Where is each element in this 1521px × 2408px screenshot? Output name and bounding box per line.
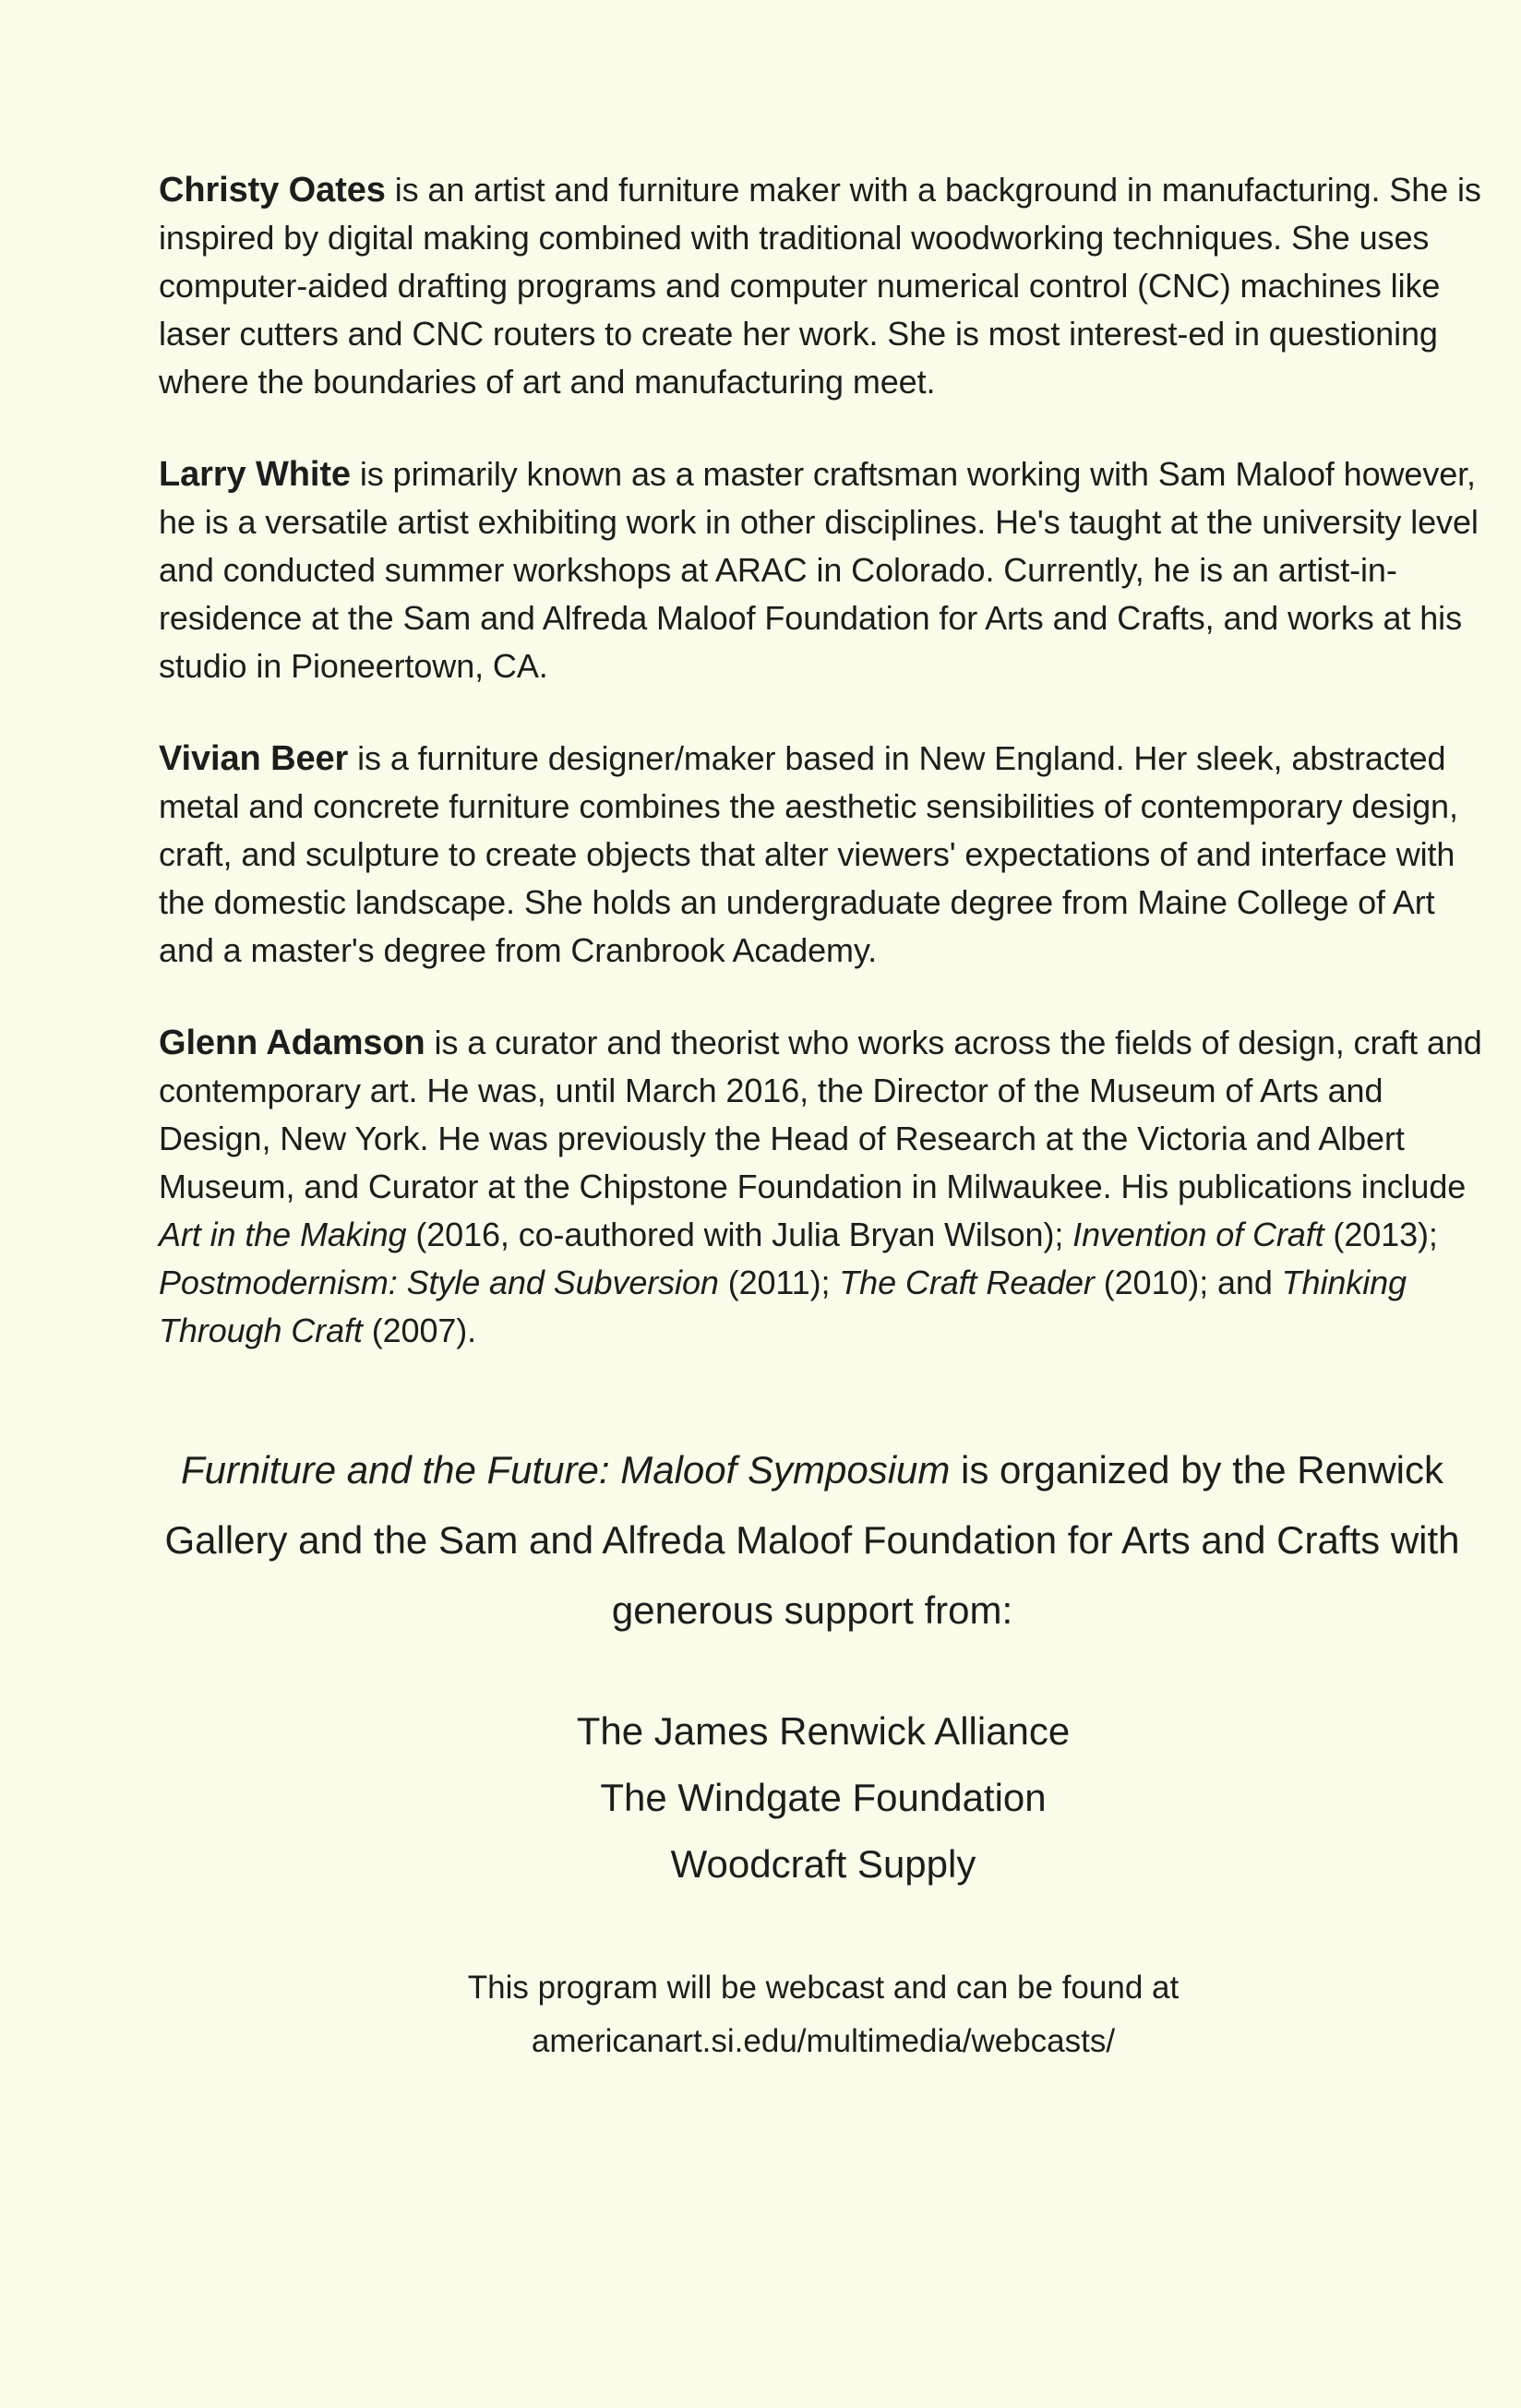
credits-text: is organized by the Renwick Gallery and the Sam and Alfreda Maloof Foundation for Arts and Crafts with generous support from: xyxy=(164,1448,1460,1632)
sponsor-list xyxy=(159,1698,1488,1898)
sponsor-woodcraft-supply: Woodcraft Supply xyxy=(670,1842,976,1886)
publication-note: (2007). xyxy=(362,1312,477,1349)
bio-christy-oates xyxy=(159,166,1488,406)
bio-larry-white xyxy=(159,450,1488,690)
bio-name: Christy Oates xyxy=(159,171,386,210)
bio-name: Larry White xyxy=(159,455,351,494)
publication-title: Invention of Craft xyxy=(1072,1216,1324,1253)
bio-glenn-adamson xyxy=(159,1019,1488,1355)
sponsor-james-renwick-alliance: The James Renwick Alliance xyxy=(576,1709,1071,1753)
publication-note: (2016, co-authored with Julia Bryan Wilson); xyxy=(406,1216,1073,1253)
publication-note: (2010); and xyxy=(1094,1264,1282,1301)
bio-name: Vivian Beer xyxy=(159,739,349,778)
bio-text: is a curator and theorist who works across the fields of design, craft and contemporary art. He was, until March 2016, the Director of the Museum of Arts and Design, New York. He was previously the Head of Research at the Victoria and Albert Museum, and Curator at the Chipstone Foundation in Milwaukee. His publications include xyxy=(159,1024,1482,1205)
publication-title: Thinking Through Craft xyxy=(159,1264,1407,1349)
bio-name: Glenn Adamson xyxy=(159,1024,425,1062)
publication-title: The Craft Reader xyxy=(839,1264,1095,1301)
bio-text: is primarily known as a master craftsman working with Sam Maloof however, he is a versatile artist exhibiting work in other disciplines. He's taught at the university level and conducted summer workshops at ARAC in Colorado. Currently, he is an artist-in-residence at the Sam and Alfreda Maloof Foundation for Arts and Crafts, and works at his studio in Pioneertown, CA. xyxy=(159,455,1479,685)
speaker-bios xyxy=(159,166,1488,1399)
publication-note: (2011); xyxy=(718,1264,840,1301)
sponsor-windgate-foundation: The Windgate Foundation xyxy=(600,1776,1047,1819)
organizer-credits xyxy=(138,1435,1486,1646)
bio-vivian-beer xyxy=(159,735,1488,975)
webcast-text: This program will be webcast and can be found at xyxy=(467,1970,1180,2006)
bio-text: is an artist and furniture maker with a background in manufacturing. She is inspired by digital making combined with traditional woodworking techniques. She uses computer-aided drafting programs and computer numerical control (CNC) machines like laser cutters and CNC routers to create her work. She is most interest-ed in questioning where the boundaries of art and manufacturing meet. xyxy=(159,171,1481,401)
publication-title: Art in the Making xyxy=(159,1216,407,1253)
webcast-notice xyxy=(159,1961,1488,2068)
event-title: Furniture and the Future: Maloof Symposium xyxy=(181,1448,951,1492)
webcast-url: americanart.si.edu/multimedia/webcasts/ xyxy=(531,2023,1116,2059)
publication-note: (2013); xyxy=(1323,1216,1438,1253)
publication-title: Postmodernism: Style and Subversion xyxy=(159,1264,719,1301)
bio-text: is a furniture designer/maker based in New England. Her sleek, abstracted metal and concrete furniture combines the aesthetic sensibilities of contemporary design, craft, and sculpture to create objects that alter viewers' expectations of and interface with the domestic landscape. She holds an undergraduate degree from Maine College of Art and a master's degree from Cranbrook Academy. xyxy=(159,739,1458,969)
